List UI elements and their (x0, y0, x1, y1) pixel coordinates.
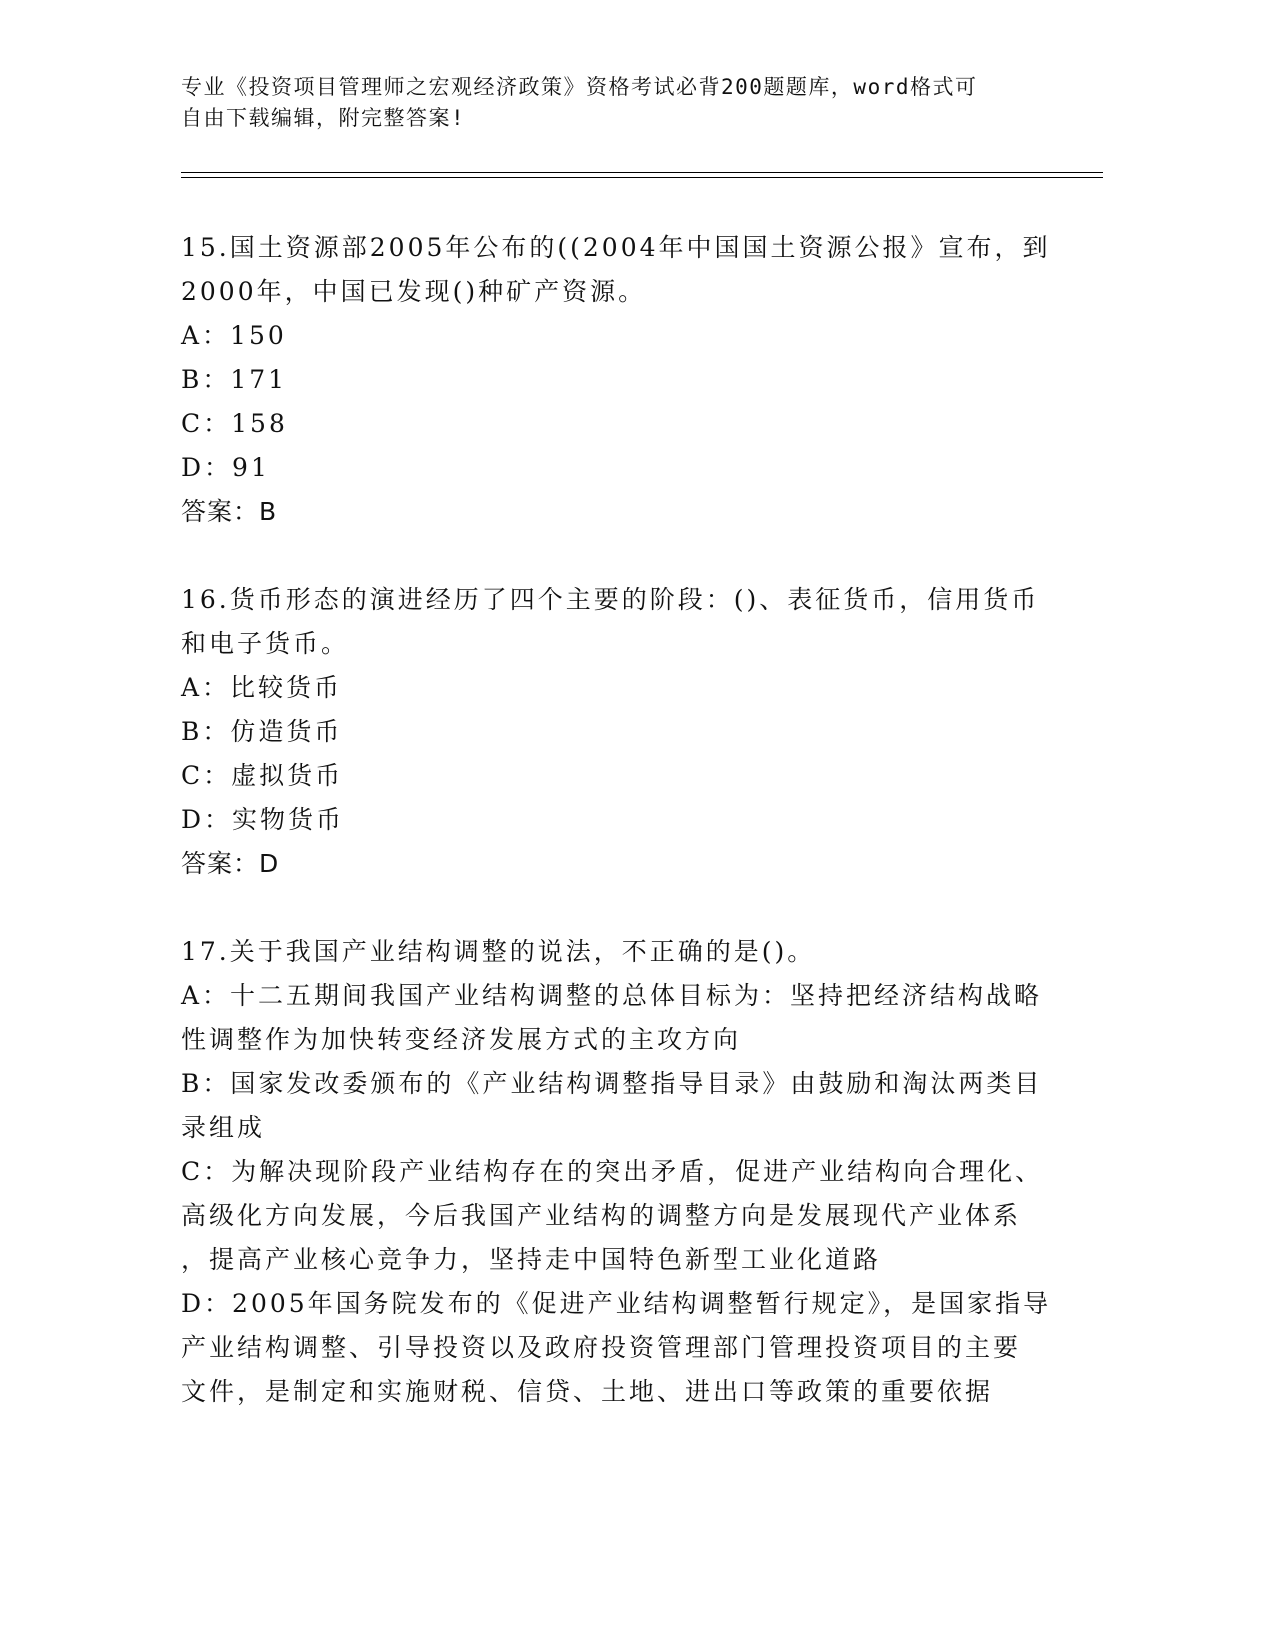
option-d: 产业结构调整、引导投资以及政府投资管理部门管理投资项目的主要 (181, 1333, 1022, 1362)
answer-label: 答案：D (181, 849, 280, 878)
question-stem: 17.关于我国产业结构调整的说法，不正确的是()。 (181, 937, 816, 966)
option-c: ，提高产业核心竞争力，坚持走中国特色新型工业化道路 (181, 1245, 882, 1274)
question-list (181, 226, 1052, 1458)
option-d: D：91 (181, 453, 270, 482)
option-b: 录组成 (181, 1113, 266, 1142)
question-17 (181, 930, 1052, 1414)
option-c: C：虚拟货币 (181, 761, 344, 790)
option-b: B：仿造货币 (181, 717, 343, 746)
option-d: D：2005年国务院发布的《促进产业结构调整暂行规定》，是国家指导 (181, 1289, 1052, 1318)
header-divider (181, 177, 1103, 178)
question-16 (181, 578, 1041, 886)
option-a: 性调整作为加快转变经济发展方式的主攻方向 (181, 1025, 742, 1054)
header-line: 专业《投资项目管理师之宏观经济政策》资格考试必背200题题库，word格式可 (181, 75, 978, 99)
option-b: B：171 (181, 365, 288, 394)
header-line: 自由下载编辑，附完整答案! (181, 106, 466, 130)
question-stem: 2000年，中国已发现()种矿产资源。 (181, 277, 647, 306)
option-d: 文件，是制定和实施财税、信贷、土地、进出口等政策的重要依据 (181, 1377, 994, 1406)
option-c: 高级化方向发展，今后我国产业结构的调整方向是发展现代产业体系 (181, 1201, 1022, 1230)
question-15 (181, 226, 1051, 534)
option-a: A：150 (181, 321, 287, 350)
option-a: A：十二五期间我国产业结构调整的总体目标为：坚持把经济结构战略 (181, 981, 1043, 1010)
option-d: D：实物货币 (181, 805, 345, 834)
option-a: A：比较货币 (181, 673, 343, 702)
question-stem: 15.国土资源部2005年公布的((2004年中国国土资源公报》宣布，到 (181, 233, 1051, 262)
option-b: B：国家发改委颁布的《产业结构调整指导目录》由鼓励和淘汰两类目 (181, 1069, 1043, 1098)
answer-label: 答案：B (181, 497, 278, 526)
option-c: C：为解决现阶段产业结构存在的突出矛盾，促进产业结构向合理化、 (181, 1157, 1044, 1186)
question-stem: 16.货币形态的演进经历了四个主要的阶段：()、表征货币，信用货币 (181, 585, 1040, 614)
question-stem: 和电子货币。 (181, 629, 350, 658)
document-header (181, 72, 1041, 134)
header-divider (181, 172, 1103, 173)
option-c: C：158 (181, 409, 288, 438)
